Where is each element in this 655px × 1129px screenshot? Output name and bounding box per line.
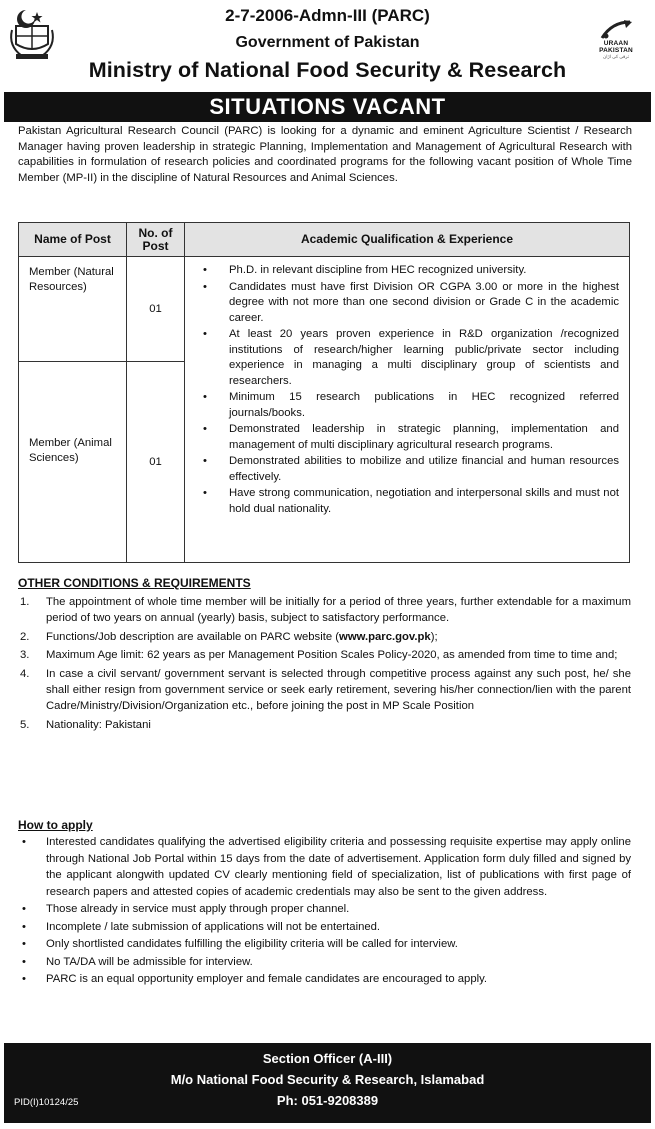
- conditions-list: [18, 594, 631, 735]
- list-item: • No TA/DA will be admissible for interview.: [22, 955, 253, 968]
- table-row: [19, 257, 630, 362]
- list-item: 1. The appointment of whole time member will be initially for a period of three years, further extendable for a maximum period of two years on annual (yearly) basis, subject to satisfactory performance.: [20, 596, 631, 625]
- how-to-apply-heading: How to apply: [18, 818, 93, 832]
- list-item: • Only shortlisted candidates fulfilling the eligibility criteria will be called for interview.: [22, 938, 458, 950]
- reference-number: 2-7-2006-Admn-III (PARC): [225, 6, 430, 25]
- list-item: • Demonstrated abilities to mobilize and utilize financial and human resources effectively.: [203, 455, 619, 483]
- conditions-heading: OTHER CONDITIONS & REQUIREMENTS: [18, 576, 251, 590]
- header-name-of-post: Name of Post: [19, 223, 127, 257]
- list-item: 4. In case a civil servant/ government servant is selected through competitive process against any such post, he/ she shall either resign from government service or seek early retirement, severing his/her connection/lien with the parent Cadre/Ministry/Division/Organization etc., before joining the post in MP Scale Position: [20, 667, 631, 713]
- posts-table: [18, 222, 630, 563]
- list-item: • Candidates must have first Division OR CGPA 3.00 or more in the highest degree with not more than one second division or Grade C in the academic career.: [203, 280, 619, 324]
- post-name: Member (Natural Resources): [19, 257, 127, 362]
- list-item: • Minimum 15 research publications in HEC recognized referred journals/books.: [203, 391, 619, 419]
- qualification-cell: [185, 257, 630, 563]
- table-header-row: [19, 223, 630, 257]
- situations-vacant-banner: SITUATIONS VACANT: [4, 92, 651, 122]
- list-item: • At least 20 years proven experience in R&D organization /recognized institutions of research/higher learning public/private sector including experience in managing a multi disciplinary group of scientists and researchers.: [203, 328, 619, 387]
- section-officer: Section Officer (A-III): [262, 1051, 393, 1066]
- how-to-apply-list: [18, 834, 631, 989]
- intro-paragraph: Pakistan Agricultural Research Council (PARC) is looking for a dynamic and eminent Agriculture Scientist / Research Manager having proven leadership in strategic Planning, Implementation and Management of Agricultural Research with capabilities in formulation of research policies and coordinated programs for the following vacant position of Whole Time Member (MP-II) in the discipline of Natural Resources and Animal Sciences.: [18, 125, 632, 184]
- list-item: 5. Nationality: Pakistani: [20, 718, 151, 731]
- header-qualification: Academic Qualification & Experience: [185, 223, 630, 257]
- document-header: [0, 0, 655, 92]
- qualification-list: [185, 263, 619, 517]
- parc-website: www.parc.gov.pk: [339, 630, 431, 643]
- list-item: • Demonstrated leadership in strategic planning, implementation and management of multi disciplinary agricultural research programs.: [203, 423, 619, 451]
- contact-footer: [4, 1043, 651, 1123]
- list-item: • PARC is an equal opportunity employer and female candidates are encouraged to apply.: [22, 973, 488, 985]
- government-title: Government of Pakistan: [235, 34, 420, 51]
- header-no-of-post: No. of Post: [127, 223, 185, 257]
- pid-number: PID(I)10124/25: [14, 1097, 79, 1108]
- phone-number: Ph: 051-9208389: [276, 1093, 379, 1108]
- post-count: 01: [127, 362, 185, 563]
- list-item: • Interested candidates qualifying the advertised eligibility criteria and possessing requisite expertise may apply online through National Job Portal within 15 days from the date of advertisement. Application form duly filled and signed by the applicant alongwith updated CV clearly mentioning field of specialization, list of publications with first page of research papers and attested copies of academic credentials may also be sent to the given address.: [22, 836, 631, 898]
- uraan-label: URAAN PAKISTAN: [599, 40, 633, 54]
- list-item: • Incomplete / late submission of applications will not be entertained.: [22, 920, 381, 933]
- ministry-title: Ministry of National Food Security & Research: [88, 58, 567, 82]
- list-item: • Those already in service must apply through proper channel.: [22, 903, 350, 915]
- post-count: 01: [127, 257, 185, 362]
- post-name: Member (Animal Sciences): [19, 362, 127, 563]
- list-item: • Have strong communication, negotiation and interpersonal skills and must not hold dual nationality.: [203, 487, 619, 515]
- ministry-address: M/o National Food Security & Research, Islamabad: [170, 1072, 485, 1087]
- list-item: 2. Functions/Job description are available on PARC website (www.parc.gov.pk);: [20, 630, 438, 643]
- list-item: • Ph.D. in relevant discipline from HEC recognized university.: [203, 264, 527, 276]
- list-item: 3. Maximum Age limit: 62 years as per Management Position Scales Policy-2020, as amended from time to time and;: [20, 649, 618, 662]
- uraan-tagline: ترقی کی اڑان: [602, 54, 629, 59]
